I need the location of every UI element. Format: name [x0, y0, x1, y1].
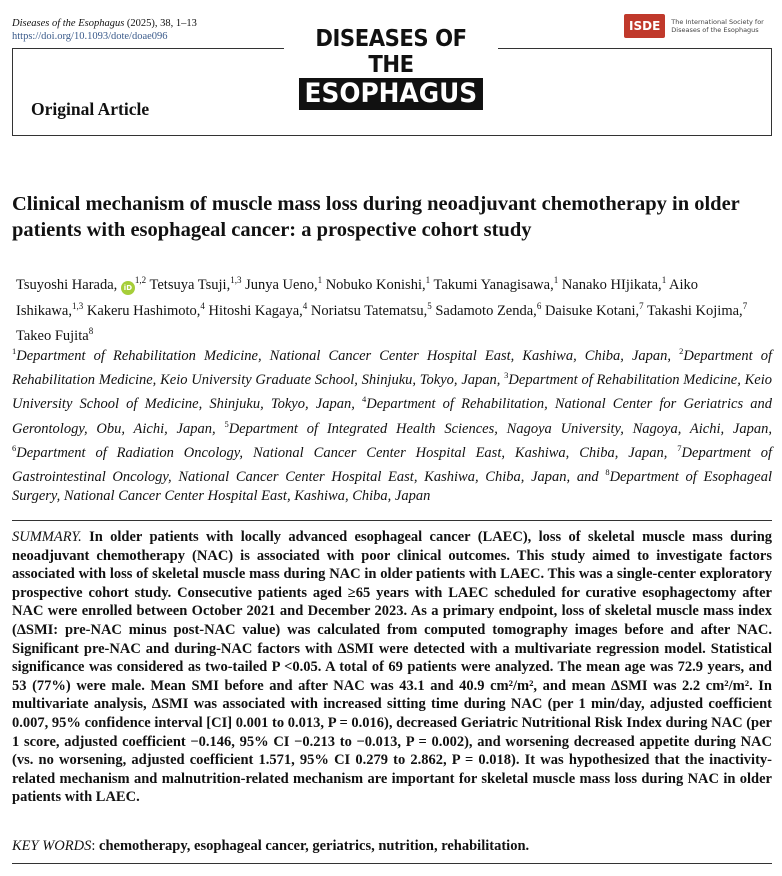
author: [433, 277, 558, 293]
author-name: Takumi Yanagisawa,: [433, 276, 554, 293]
author: [16, 277, 146, 293]
author-name: Nanako HIjikata,: [561, 276, 662, 293]
society-badge: ISDE: [624, 14, 665, 38]
society-line1: The International Society for: [671, 18, 764, 26]
author-affiliation-ref: 1: [661, 275, 667, 285]
journal-citation: (2025), 38, 1–13: [124, 18, 197, 29]
author-affiliation-ref: 7: [742, 300, 748, 311]
keywords: KEY WORDS: chemotherapy, esophageal cancer, geriatrics, nutrition, rehabilitation.: [12, 838, 530, 854]
affiliation-number: 4: [362, 394, 367, 405]
author-name: Nobuko Konishi,: [325, 276, 426, 293]
author-affiliation-ref: 1: [317, 275, 323, 285]
affiliation-text: Department of Integrated Health Sciences, Nagoya University, Nagoya, Aichi, Japan,: [228, 420, 772, 437]
keywords-text: chemotherapy, esophageal cancer, geriatrics, nutrition, rehabilitation.: [99, 838, 530, 854]
author-affiliation-ref: 1,3: [71, 300, 84, 311]
affiliation-number: 2: [679, 346, 684, 356]
journal-name: Diseases of the Esophagus: [12, 18, 125, 29]
bottom-rule: [12, 863, 772, 864]
author-name: Tetsuya Tsuji,: [149, 276, 231, 293]
affiliation-text: Department of Rehabilitation, National Center for Geriatrics and Gerontology, Obu, Aichi, Japan,: [12, 396, 772, 437]
author-name: Kakeru Hashimoto,: [86, 302, 201, 319]
author-affiliation-ref: 1,2: [134, 275, 147, 285]
masthead-line1: DISEASES OF THE: [315, 26, 467, 78]
author-name: Hitoshi Kagaya,: [208, 302, 303, 319]
journal-masthead-logo: [286, 26, 496, 109]
affiliation-number: 3: [504, 370, 509, 381]
affiliation-text: Department of Rehabilitation Medicine, National Cancer Center Hospital East, Kashiwa, Chiba, Japan,: [16, 347, 672, 364]
author: [562, 277, 666, 293]
keywords-label: KEY WORDS: [12, 838, 92, 854]
masthead-line2: ESOPHAGUS: [299, 78, 483, 110]
author: [435, 300, 542, 319]
author: [150, 277, 242, 293]
affiliation: [12, 348, 671, 364]
author-name: Aiko Ishikawa,: [16, 276, 699, 319]
author-name: Tsuyoshi Harada,: [16, 276, 118, 293]
author-affiliation-ref: 6: [536, 300, 542, 311]
author: [544, 300, 644, 319]
affiliation: [224, 418, 772, 437]
author-name: Daisuke Kotani,: [544, 302, 640, 319]
author-affiliation-ref: 4: [302, 300, 308, 311]
author-affiliation-ref: 1,3: [230, 275, 242, 285]
author-affiliation-ref: 1: [425, 275, 431, 285]
orcid-icon[interactable]: iD: [121, 281, 135, 295]
author: [86, 300, 205, 319]
abstract-rule: [12, 520, 772, 521]
author-name: Sadamoto Zenda,: [435, 302, 537, 319]
author-affiliation-ref: 7: [639, 300, 644, 311]
affiliation-text: Department of Rehabilitation Medicine, Keio University Graduate School, Shinjuku, Tokyo, Japan,: [12, 347, 773, 389]
affiliation-number: 8: [605, 467, 610, 478]
author-affiliation-ref: 5: [427, 300, 432, 311]
society-logo: [624, 14, 764, 38]
abstract-label: SUMMARY.: [12, 529, 82, 545]
author-name: Takashi Kojima,: [647, 302, 743, 319]
author-name: Junya Ueno,: [245, 276, 318, 293]
author-affiliation-ref: 8: [88, 326, 94, 337]
abstract: [12, 528, 772, 807]
affiliation: [12, 442, 668, 461]
author-list: [16, 270, 768, 347]
article-type: Original Article: [31, 99, 150, 119]
author-affiliation-ref: 4: [200, 300, 205, 311]
journal-info: [12, 17, 197, 43]
author: [647, 300, 748, 319]
author: [310, 300, 432, 319]
affiliation-text: Department of Radiation Oncology, National Cancer Center Hospital East, Kashiwa, Chiba, Japan,: [16, 444, 668, 461]
affiliation-number: 1: [12, 346, 17, 356]
doi-link[interactable]: https://doi.org/10.1093/dote/doae096: [12, 31, 168, 42]
author: [326, 277, 430, 293]
affiliation-number: 7: [677, 442, 682, 453]
author-name: Noriatsu Tatematsu,: [310, 302, 428, 319]
author-name: Takeo Fujita: [16, 328, 89, 345]
affiliation-number: 5: [224, 418, 229, 429]
author: [208, 300, 308, 319]
affiliation-text: Department of Rehabilitation Medicine, Keio University School of Medicine, Shinjuku, Tokyo, Japan,: [12, 372, 772, 413]
author: [245, 277, 322, 293]
affiliation-number: 6: [12, 442, 17, 453]
abstract-text: In older patients with locally advanced esophageal cancer (LAEC), loss of skeletal muscle mass during neoadjuvant chemotherapy (NAC) is associated with poor clinical outcomes. This study aimed to investigate factors associated with loss of skeletal muscle mass during NAC in older patients with LAEC. This was a single-center exploratory prospective cohort study. Consecutive patients aged ≥65 years with LAEC scheduled for curative esophagectomy after NAC were enrolled between October 2021 and December 2023. As a primary endpoint, loss of skeletal muscle mass index (ΔSMI: pre-NAC minus post-NAC value) was calculated from computed tomography images before and after NAC. Significant pre-NAC and during-NAC factors with ΔSMI were detected with a multivariate regression model. Statistical significance was considered as two-tailed P <0.05. A total of 69 patients were analyzed. The mean age was 72.9 years, and 53 (77%) were male. Mean SMI before and after NAC was 43.1 and 40.9 cm²/m², and mean ΔSMI was 2.2 cm²/m². In multivariate analysis, ΔSMI was associated with increased sitting time during NAC (per 1 min/day, adjusted coefficient 0.007, 95% confidence interval [CI] 0.001 to 0.013, P = 0.016), decreased Geriatric Nutritional Risk Index during NAC (per 1 score, adjusted coefficient −0.146, 95% CI −0.213 to −0.013, P = 0.002), and worsening decreased appetite during NAC (vs. no worsening, adjusted coefficient 1.571, 95% CI 0.279 to 2.862, P = 0.018). It was hypothesized that the inactivity-related mechanism and malnutrition-related mechanism are important for skeletal muscle mass loss during NAC in older patients with LAEC.: [12, 529, 773, 806]
article-title: Clinical mechanism of muscle mass loss during neoadjuvant chemotherapy in older patients with esophageal cancer: a prospective cohort study: [12, 193, 740, 241]
author-affiliation-ref: 1: [553, 275, 559, 285]
affiliation-text: Department of Gastrointestinal Oncology, National Cancer Center Hospital East, Kashiwa, Chiba, Japan, and: [12, 444, 773, 485]
society-description: [671, 18, 764, 34]
affiliation-list: [12, 342, 772, 507]
affiliation-text: Department of Esophageal Surgery, National Cancer Center Hospital East, Kashiwa, Chiba, Japan: [12, 469, 772, 505]
society-line2: Diseases of the Esophagus: [671, 26, 759, 34]
